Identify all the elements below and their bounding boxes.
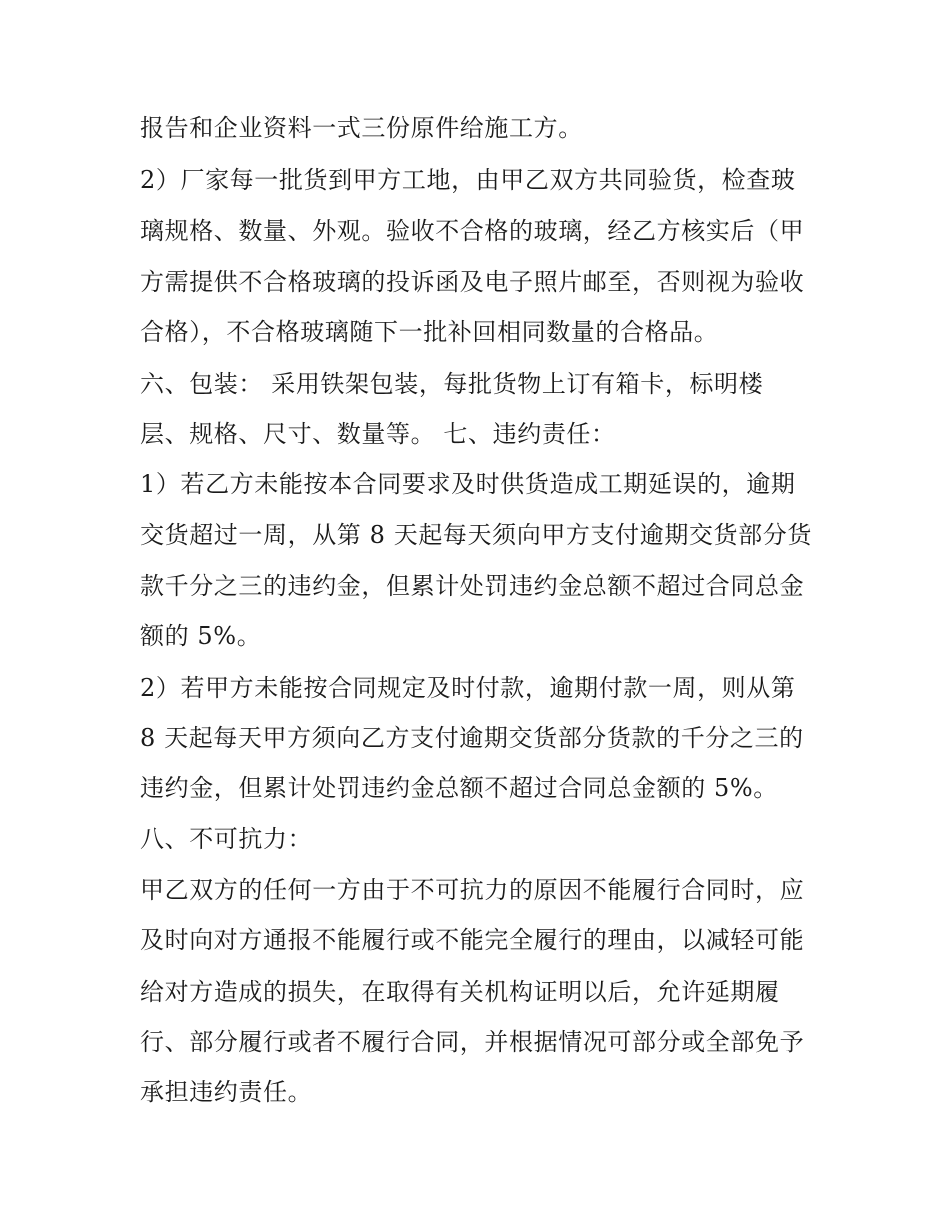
text-line: 承担违约责任。	[140, 1078, 313, 1106]
text-line: 8 天起每天甲方须向乙方支付逾期交货部分货款的千分之三的	[140, 724, 804, 752]
text-line: 款千分之三的违约金，但累计处罚违约金总额不超过合同总金	[140, 572, 805, 600]
text-line: 六、包装： 采用铁架包装，每批货物上订有箱卡，标明楼	[140, 370, 764, 398]
text-line: 及时向对方通报不能履行或不能完全履行的理由，以减轻可能	[140, 926, 805, 954]
text-line: 合格），不合格玻璃随下一批补回相同数量的合格品。	[140, 318, 719, 346]
text-line: 2）若甲方未能按合同规定及时付款，逾期付款一周，则从第	[140, 674, 796, 702]
text-line: 给对方造成的损失，在取得有关机构证明以后，允许延期履	[140, 978, 780, 1006]
text-line: 层、规格、尺寸、数量等。 七、违约责任：	[140, 420, 616, 448]
text-line: 八、不可抗力：	[140, 825, 313, 853]
text-line: 报告和企业资料一式三份原件给施工方。	[140, 114, 583, 142]
text-line: 方需提供不合格玻璃的投诉函及电子照片邮至，否则视为验收	[140, 268, 805, 296]
text-line: 1）若乙方未能按本合同要求及时供货造成工期延误的，逾期	[140, 470, 796, 498]
text-line: 额的 5%。	[140, 622, 262, 650]
text-line: 交货超过一周，从第 8 天起每天须向甲方支付逾期交货部分货	[140, 521, 812, 549]
text-line: 行、部分履行或者不履行合同，并根据情况可部分或全部免予	[140, 1028, 805, 1056]
text-line: 违约金，但累计处罚违约金总额不超过合同总金额的 5%。	[140, 774, 778, 802]
text-line: 璃规格、数量、外观。验收不合格的玻璃，经乙方核实后（甲	[140, 217, 805, 245]
text-line: 2）厂家每一批货到甲方工地，由甲乙双方共同验货，检查玻	[140, 166, 796, 194]
text-line: 甲乙双方的任何一方由于不可抗力的原因不能履行合同时，应	[140, 876, 805, 904]
